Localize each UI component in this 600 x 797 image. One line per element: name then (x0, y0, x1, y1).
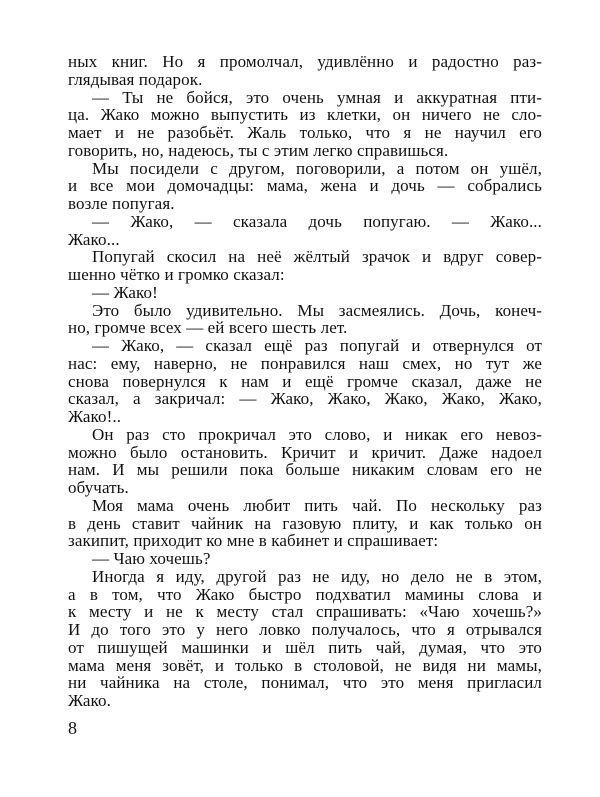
text-line: мама меня зовёт, и только в столовой, не видя ни мамы, (68, 655, 542, 675)
text-line: мает и не разобьёт. Жаль только, что я не научил его (68, 123, 542, 142)
text-line: обучать. (68, 478, 129, 497)
text-line: Попугай скосил на неё жёлтый зрачок и вдруг совер- (92, 247, 542, 267)
text-line: но, громче всех — ей всего шесть лет. (68, 318, 348, 338)
text-line: ных книг. Но я промолчал, удивлённо и радостно раз- (68, 52, 542, 71)
text-line: нас: ему, наверно, не понравился наш смех, но тут же (68, 353, 542, 373)
text-line: нам. И мы решили пока больше никаким словам его не (68, 460, 542, 480)
text-line: закипит, приходит ко мне в кабинет и спрашивает: (68, 531, 439, 551)
text-line: — Жако, — сказал ещё раз попугай и отвернулся от (92, 336, 542, 355)
text-line: можно было остановить. Кричит и кричит. Даже надоел (68, 442, 542, 462)
text-line: в день ставит чайник на газовую плиту, и как только он (68, 513, 542, 533)
text-line: Это было удивительно. Мы засмеялись. Дочь, конеч- (92, 300, 542, 320)
text-line: возле попугая. (68, 194, 175, 213)
text-line: сказал, а закричал: — Жако, Жако, Жако, Жако, Жако, (68, 389, 542, 409)
text-line: а в том, что Жако быстро подхватил мамины слова и (68, 584, 542, 604)
text-line: Жако!.. (68, 407, 122, 426)
text-line: Жако... (68, 229, 120, 249)
text-line: — Жако! (92, 282, 158, 302)
text-line: Мы посидели с другом, поговорили, а потом он ушёл, (92, 158, 542, 178)
text-line: говорить, но, надеюсь, ты с этим легко справишься. (68, 140, 449, 160)
page-number: 8 (68, 718, 77, 738)
text-line: И до того это у него ловко получалось, что я отрывался (68, 620, 542, 639)
text-line: Моя мама очень любит пить чай. По нескольку раз (92, 495, 542, 515)
text-line: Иногда я иду, другой раз не иду, но дело не в этом, (92, 566, 542, 586)
text-line: — Жако, — сказала дочь попугаю. — Жако... (92, 211, 542, 231)
text-line: шенно чётко и громко сказал: (68, 265, 285, 284)
text-line: ни чайника на столе, понимал, что это меня пригласил (68, 673, 542, 693)
text-line: снова повернулся к нам и ещё громче сказал, даже не (68, 371, 542, 391)
text-line: — Чаю хочешь? (92, 549, 211, 568)
text-line: — Ты не бойся, это очень умная и аккуратная пти- (92, 87, 542, 107)
text-line: глядывая подарок. (68, 69, 203, 89)
text-line: Жако. (68, 691, 111, 710)
text-line: Он раз сто прокричал это слово, и никак его невоз- (92, 424, 542, 444)
text-line: от пишущей машинки и шёл пить чай, думая, что это (68, 637, 542, 657)
text-line: и все мои домочадцы: мама, жена и дочь — собрались (68, 176, 542, 196)
text-line: ца. Жако можно выпустить из клетки, он ничего не сло- (68, 105, 542, 125)
text-line: к месту и не к месту стал спрашивать: «Чаю хочешь?» (68, 602, 542, 622)
